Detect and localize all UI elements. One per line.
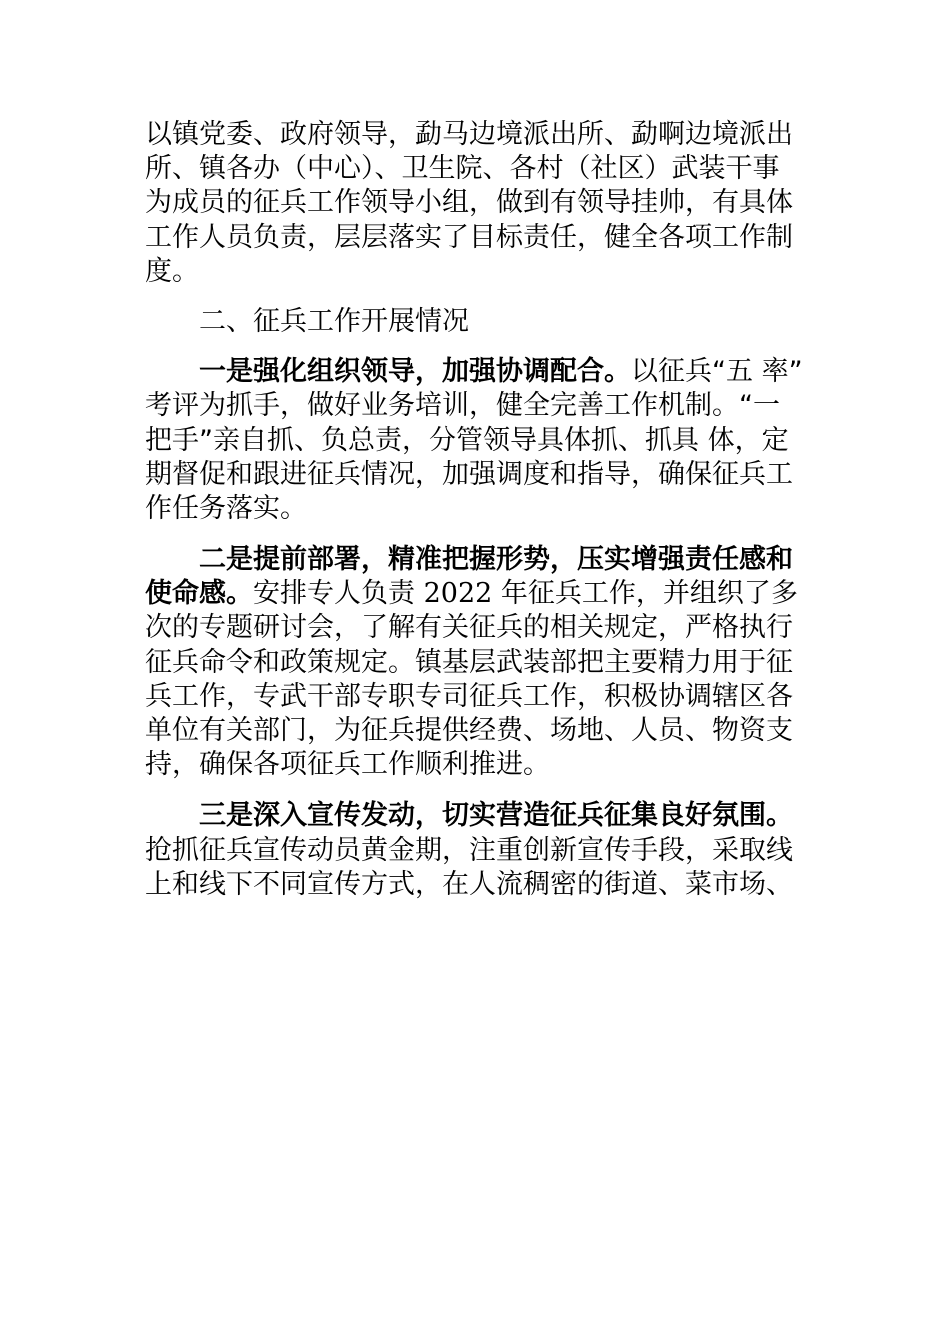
- text-line: 作任务落实。: [145, 492, 307, 524]
- text-line: 工作人员负责，层层落实了目标责任，健全各项工作制: [145, 221, 793, 253]
- text-line: 上和线下不同宣传方式，在人流稠密的街道、菜市场、: [145, 868, 793, 900]
- text-line: 度。: [145, 255, 199, 287]
- document-body: [145, 118, 803, 902]
- section-heading: 二、征兵工作开展情况: [199, 305, 469, 337]
- text-line: 期督促和跟进征兵情况，加强调度和指导，确保征兵工: [145, 458, 793, 490]
- text-run: 以征兵“五 率”: [631, 356, 803, 388]
- paragraph-spacer: [145, 526, 800, 543]
- text-run: 年征兵工作，并组织了多: [492, 578, 798, 610]
- paragraph-leadership-group: [145, 118, 800, 289]
- text-line: 把手”亲自抓、负总责，分管领导具体抓、抓具 体，定: [145, 424, 789, 456]
- paragraph-spacer: [145, 289, 800, 305]
- text-line: 考评为抓手，做好业务培训，健全完善工作机制。“一: [145, 390, 780, 422]
- bold-lead-text: 一是强化组织领导，加强协调配合。: [199, 356, 631, 388]
- text-line: 征兵命令和政策规定。镇基层武装部把主要精力用于征: [145, 646, 793, 678]
- bold-lead-text: 三是深入宣传发动，切实营造征兵征集良好氛围。: [199, 800, 793, 832]
- text-line: 持，确保各项征兵工作顺利推进。: [145, 749, 550, 781]
- paragraph-deployment: [145, 543, 800, 782]
- year-number: 2022: [423, 578, 493, 610]
- text-run: 安排专人负责: [253, 578, 424, 610]
- paragraph-spacer: [145, 782, 800, 799]
- text-line: 以镇党委、政府领导，勐马边境派出所、勐啊边境派出: [145, 119, 793, 150]
- text-line: 单位有关部门，为征兵提供经费、场地、人员、物资支: [145, 715, 793, 746]
- bold-lead-text: 二是提前部署，精准把握形势，压实增强责任感和: [199, 544, 793, 576]
- text-line: 所、镇各办（中心）、卫生院、各村（社区）武装干事: [145, 153, 780, 185]
- text-line: [145, 577, 800, 611]
- bold-lead-text: 使命感。: [145, 578, 253, 610]
- text-line: 次的专题研讨会，了解有关征兵的相关规定，严格执行: [145, 612, 793, 644]
- paragraph-spacer: [145, 339, 800, 355]
- text-line: 兵工作，专武干部专职专司征兵工作，积极协调辖区各: [145, 680, 793, 712]
- text-line: [145, 355, 803, 389]
- text-line: 为成员的征兵工作领导小组，做到有领导挂帅，有具体: [145, 187, 793, 219]
- paragraph-publicity: [145, 799, 800, 902]
- paragraph-organization: [145, 355, 803, 526]
- text-line: 抢抓征兵宣传动员黄金期，注重创新宣传手段，采取线: [145, 834, 793, 866]
